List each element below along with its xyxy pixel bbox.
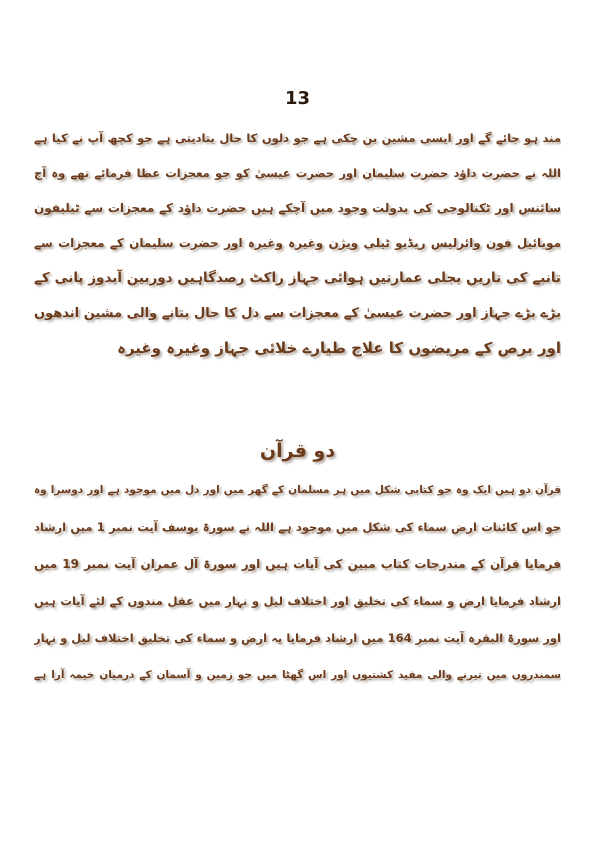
- page-number: 13: [284, 88, 311, 109]
- section-heading: دو قرآن: [259, 440, 336, 462]
- paragraph-two-qurans: [34, 472, 561, 694]
- text-line: اور سورۃ البقرہ آیت نمبر 164 میں ارشاد فرمایا یہ ارض و سماء کی تخلیق اختلاف لیل و نہار: [34, 631, 561, 645]
- text-line: مند ہو جائے گے اور ایسی مشین بن چکی ہے جو دلوں کا حال بتادیتی ہے جو کچھ آپ نے کیا ہے: [34, 131, 561, 145]
- paragraph-miracles: [34, 121, 561, 366]
- text-line: ارشاد فرمایا ارض و سماء کی تخلیق اور اختلاف لیل و نہار میں عقل مندوں کے لئے آیات ہیں: [34, 594, 561, 608]
- text-line: اور برص کے مریضوں کا علاج طیارے خلائی جہاز وغیرہ وغیرہ: [117, 339, 561, 357]
- text-line: جو اس کائنات ارض سماء کی شکل میں موجود ہے اللہ نے سورۃ یوسف آیت نمبر 1 میں ارشاد: [34, 520, 561, 534]
- text-line: سمندروں میں تیرنے والی مفید کشتیوں اور اس گھٹا میں جو زمین و آسمان کے درمیان خیمہ آرا ہے: [34, 669, 561, 681]
- text-line: موبائیل فون وائرلیس ریڈیو ٹیلی ویژن وغیرہ وغیرہ اور حضرت سلیمان کے معجزات سے: [34, 236, 561, 250]
- text-line: قرآن دو ہیں ایک وہ جو کتابی شکل میں ہر مسلمان کے گھر میں اور دل میں موجود ہے اور دوسرا وہ: [34, 484, 561, 496]
- text-line: تانبے کی تاریں بجلی عمارتیں ہوائی جہاز راکٹ رصدگاہیں دوربین آبدوز پانی کے: [34, 270, 561, 286]
- text-line: سائنس اور ٹکنالوجی کی بدولت وجود میں آچکے ہیں حضرت داؤد کے معجزات سے ٹیلیفون: [34, 201, 561, 215]
- text-line: بڑے بڑے جہاز اور حضرت عیسیٰ کے معجزات سے دل کا حال بتانے والی مشین اندھوں: [34, 306, 561, 321]
- text-line: اللہ نے حضرت داؤد حضرت سلیمان اور حضرت عیسیٰ کو جو معجزات عطا فرمائے تھے وہ آج: [34, 166, 561, 180]
- text-line: فرمایا قرآن کے مندرجات کتاب مبین کی آیات ہیں اور سورۃ آل عمران آیت نمبر 19 میں: [34, 557, 561, 571]
